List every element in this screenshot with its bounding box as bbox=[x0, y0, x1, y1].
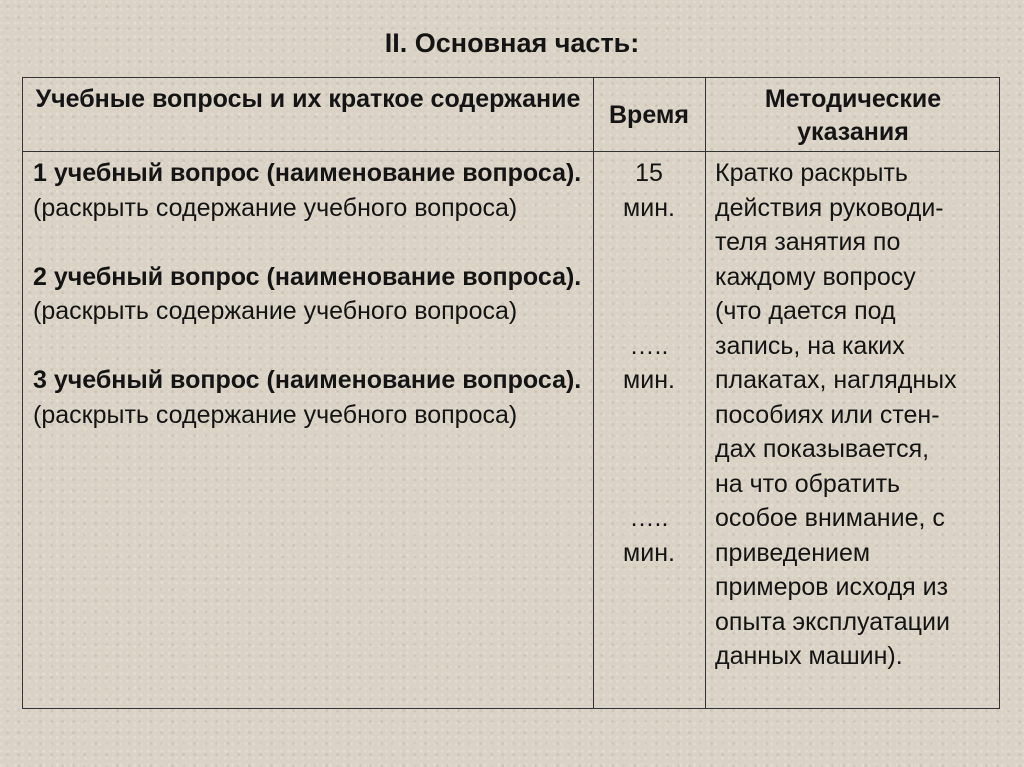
question-description: (раскрыть содержание учебного вопроса) bbox=[33, 193, 518, 222]
time-value: ….. bbox=[629, 331, 669, 360]
question-title: 1 учебный вопрос (наименование вопроса). bbox=[33, 159, 582, 187]
page-title: II. Основная часть: bbox=[384, 28, 640, 58]
time-unit: мин. bbox=[623, 193, 675, 222]
question-description: (раскрыть содержание учебного вопроса) bbox=[33, 297, 518, 325]
time-unit: мин. bbox=[623, 538, 675, 567]
question-title: 2 учебный вопрос (наименование вопроса). bbox=[33, 262, 582, 291]
questions-cell bbox=[33, 156, 583, 432]
time-cell bbox=[593, 156, 705, 570]
header-questions: Учебные вопросы и их краткое содержание bbox=[35, 85, 581, 113]
question-item-3 bbox=[33, 363, 583, 432]
time-value: ….. bbox=[629, 504, 669, 532]
question-item-2 bbox=[33, 260, 583, 329]
question-title: 3 учебный вопрос (наименование вопроса). bbox=[33, 366, 582, 394]
time-unit: мин. bbox=[623, 366, 675, 394]
question-description: (раскрыть содержание учебного вопроса) bbox=[33, 400, 518, 429]
lesson-plan-table bbox=[22, 77, 1000, 709]
column-divider-2 bbox=[705, 78, 706, 708]
time-value: 15 bbox=[635, 159, 663, 187]
header-time: Время bbox=[609, 101, 689, 129]
header-notes: Методические указания bbox=[764, 85, 942, 146]
question-item-1 bbox=[33, 156, 583, 225]
methodical-notes: Кратко раскрыть действия руководи- теля занятия по каждому вопросу (что дается под запись, на каких плакатах, наглядных пособиях или стен- дах показывается, на что обратить особое внимание, с приведением примеров исходя из опыта эксплуатации данных машин). bbox=[715, 159, 957, 670]
header-divider bbox=[23, 151, 999, 152]
